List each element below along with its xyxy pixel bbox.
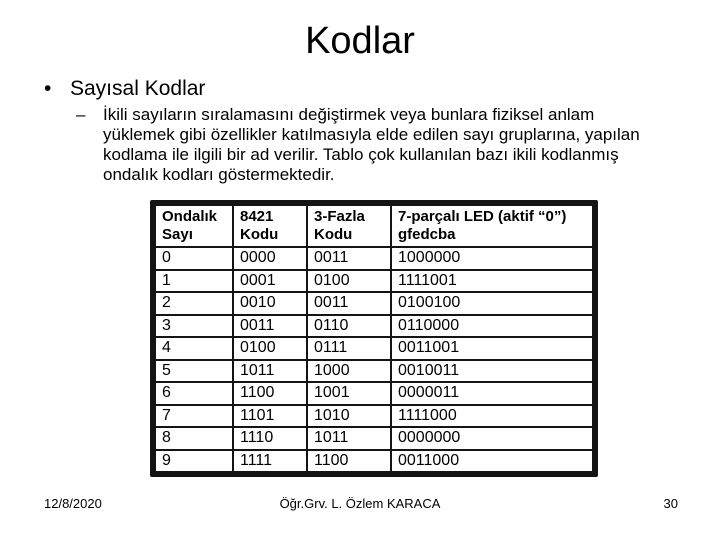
table-cell: 1011 (308, 428, 390, 449)
table-cell: 0010 (234, 293, 306, 314)
table-cell: 0011001 (392, 338, 592, 359)
bullet-marker: • (44, 77, 52, 100)
table-cell: 1100 (308, 451, 390, 472)
table-cell: 0011 (308, 293, 390, 314)
table-cell: 0011000 (392, 451, 592, 472)
table-cell: 4 (156, 338, 232, 359)
table-row (156, 316, 592, 337)
table-cell: 1000 (308, 361, 390, 382)
table-cell: 1010 (308, 406, 390, 427)
table-cell: 0011 (234, 316, 306, 337)
table-cell: 1000000 (392, 248, 592, 269)
table-cell: 0100 (308, 271, 390, 292)
header-excess-3: 3-Fazla Kodu (308, 206, 390, 246)
table-cell: 3 (156, 316, 232, 337)
table-cell: 7 (156, 406, 232, 427)
table-cell: 0010011 (392, 361, 592, 382)
table-cell: 0011 (308, 248, 390, 269)
slide-number: 30 (663, 496, 678, 511)
table-cell: 0 (156, 248, 232, 269)
table-cell: 1001 (308, 383, 390, 404)
slide-title: Kodlar (305, 20, 415, 62)
header-7-segment-led: 7-parçalı LED (aktif “0”) gfedcba (392, 206, 592, 246)
header-8421: 8421 Kodu (234, 206, 306, 246)
table-cell: 1101 (234, 406, 306, 427)
sub-bullet-marker: – (76, 105, 86, 124)
footer-author: Öğr.Grv. L. Özlem KARACA (279, 496, 441, 511)
table-cell: 0100 (234, 338, 306, 359)
table-cell: 1111001 (392, 271, 592, 292)
bcd-code-table (150, 200, 598, 477)
table-cell: 8 (156, 428, 232, 449)
footer-date: 12/8/2020 (44, 496, 102, 511)
table-cell: 0000 (234, 248, 306, 269)
table-cell: 1110 (234, 428, 306, 449)
table-cell: 0100100 (392, 293, 592, 314)
table-cell: 1011 (234, 361, 306, 382)
table-cell: 2 (156, 293, 232, 314)
table-row (156, 406, 592, 427)
table-cell: 0110 (308, 316, 390, 337)
table-cell: 1111000 (392, 406, 592, 427)
table-cell: 0111 (308, 338, 390, 359)
code-table (154, 204, 594, 473)
table-row (156, 451, 592, 472)
table-cell: 6 (156, 383, 232, 404)
table-row (156, 293, 592, 314)
bullet-text: Sayısal Kodlar (70, 77, 206, 100)
bullet-item (44, 76, 205, 102)
table-cell: 0000011 (392, 383, 592, 404)
table-row (156, 361, 592, 382)
table-row (156, 248, 592, 269)
header-decimal: Ondalık Sayı (156, 206, 232, 246)
table-row (156, 383, 592, 404)
table-cell: 0000000 (392, 428, 592, 449)
table-cell: 1 (156, 271, 232, 292)
table-cell: 5 (156, 361, 232, 382)
table-row (156, 338, 592, 359)
table-row (156, 271, 592, 292)
table-cell: 0001 (234, 271, 306, 292)
table-cell: 1100 (234, 383, 306, 404)
table-cell: 1111 (234, 451, 306, 472)
sub-bullet-item (76, 105, 666, 185)
table-cell: 0110000 (392, 316, 592, 337)
table-header-row (156, 206, 592, 246)
table-cell: 9 (156, 451, 232, 472)
table-row (156, 428, 592, 449)
sub-bullet-text: İkili sayıların sıralamasını değiştirmek veya bunlara fiziksel anlam yüklemek gibi özellikler katılmasıyla elde edilen sayı gruplarına, yapılan kodlama ile ilgili bir ad verilir. Tablo çok kullanılan bazı ikili kodlanmış ondalık kodları göstermektedir. (103, 105, 640, 184)
